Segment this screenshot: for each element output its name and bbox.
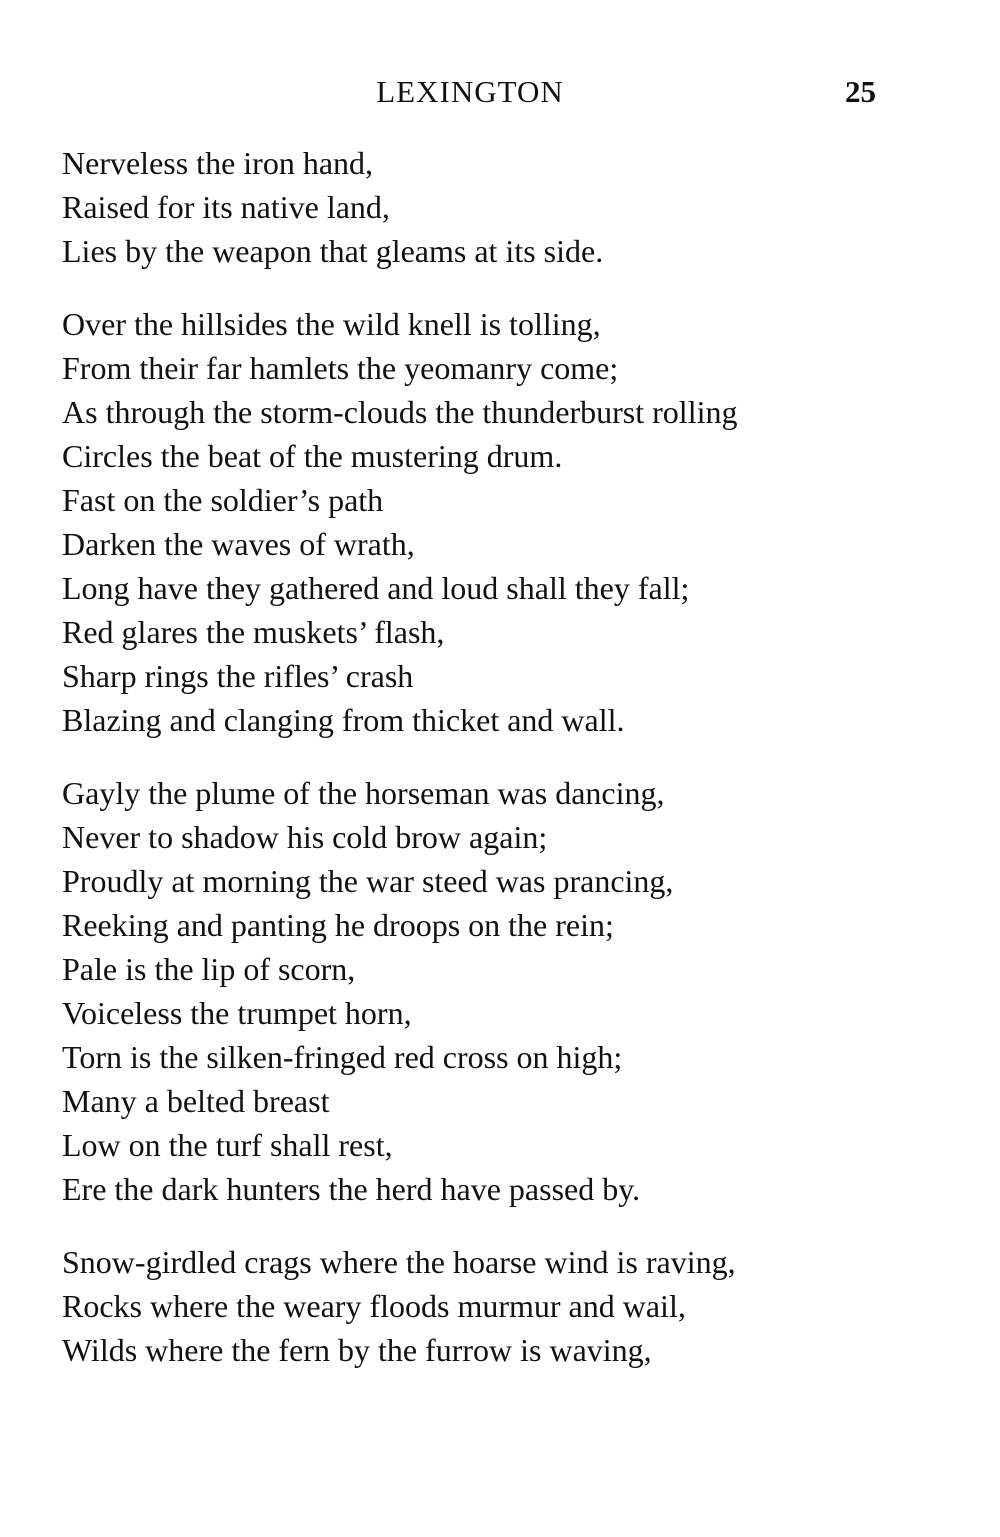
stanza-3 (62, 771, 942, 1211)
verse-line: From their far hamlets the yeomanry come; (62, 350, 619, 386)
stanza-1 (62, 141, 942, 273)
verse-line: Darken the waves of wrath, (62, 526, 415, 562)
verse-line: Lies by the weapon that gleams at its side. (62, 233, 604, 269)
verse-line: Ere the dark hunters the herd have passed by. (62, 1171, 641, 1207)
verse-line: Pale is the lip of scorn, (62, 951, 356, 987)
stanza-2 (62, 302, 942, 742)
verse-line: Rocks where the weary floods murmur and wail, (62, 1288, 686, 1324)
verse-line: Never to shadow his cold brow again; (62, 819, 548, 855)
verse-line: Gayly the plume of the horseman was dancing, (62, 775, 665, 811)
running-title: LEXINGTON (376, 74, 564, 109)
verse-line: Snow-girdled crags where the hoarse wind is raving, (62, 1244, 736, 1280)
verse-line: Many a belted breast (62, 1083, 330, 1119)
verse-line: Raised for its native land, (62, 189, 390, 225)
verse-line: Proudly at morning the war steed was prancing, (62, 863, 674, 899)
verse-line: Low on the turf shall rest, (62, 1127, 393, 1163)
verse-line: Red glares the muskets’ flash, (62, 614, 445, 650)
verse-line: Long have they gathered and loud shall they fall; (62, 570, 690, 606)
verse-line: Torn is the silken-fringed red cross on high; (62, 1039, 623, 1075)
verse-line: Blazing and clanging from thicket and wall. (62, 702, 625, 738)
verse-line: Wilds where the fern by the furrow is waving, (62, 1332, 652, 1368)
verse-line: Circles the beat of the mustering drum. (62, 438, 563, 474)
verse-line: As through the storm-clouds the thunderburst rolling (62, 394, 738, 430)
verse-line: Nerveless the iron hand, (62, 145, 374, 181)
verse-line: Sharp rings the rifles’ crash (62, 658, 414, 694)
verse-line: Over the hillsides the wild knell is tolling, (62, 306, 601, 342)
running-head (0, 70, 1000, 114)
stanza-4 (62, 1240, 942, 1372)
verse-line: Reeking and panting he droops on the rein; (62, 907, 614, 943)
page-number: 25 (845, 74, 876, 109)
verse-line: Voiceless the trumpet horn, (62, 995, 412, 1031)
poem-body (62, 141, 942, 1401)
verse-line: Fast on the soldier’s path (62, 482, 384, 518)
